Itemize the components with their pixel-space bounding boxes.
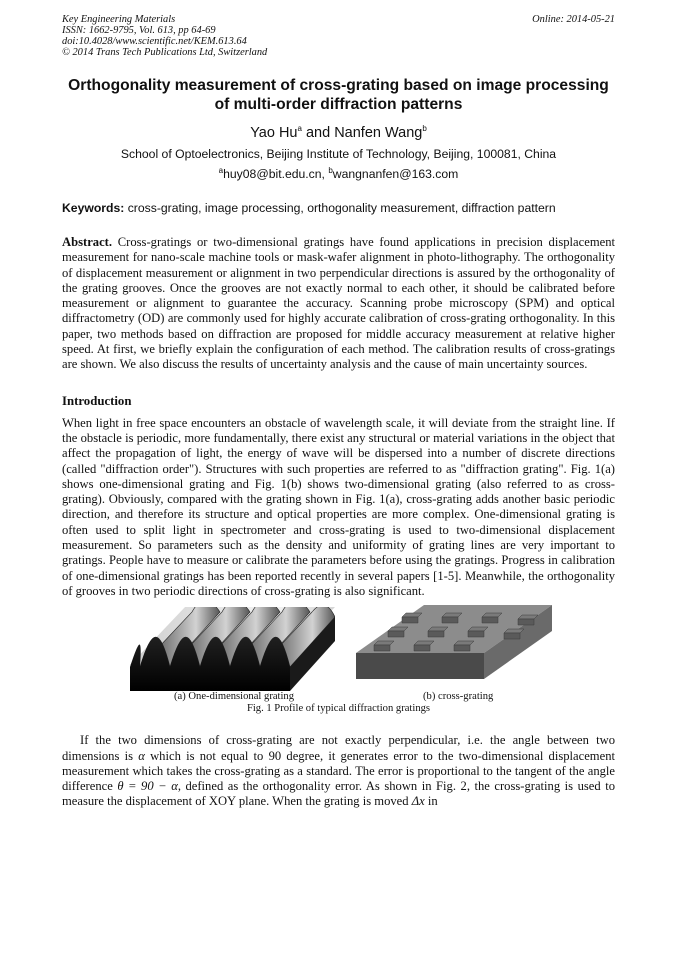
abstract-label: Abstract. (62, 235, 113, 249)
abstract-text: Cross-gratings or two-dimensional gratings have found applications in precision displacement measurement for nano-scale machine tools or mask-wafer alignment in photo-lithography. The orthogonality of displacement measurement or alignment in two perpendicular directions is assured by the orthogonality of the grating grooves. Once the grooves are not exactly normal to each other, it should be calibrated before measurement or alignment to guarantee the accuracy. Scanning probe microscopy (SPM) and optical diffractometry (OD) are commonly used for highly accurate calibration of cross-grating orthogonality. In this paper, two methods based on diffraction are proposed for middle accuracy measurement at relative higher speed. At first, we briefly explain the configuration of each method. The calibration results of cross-gratings are shown. We also discuss the results of uncertainty analysis and the cause of main uncertainty sources. (62, 235, 615, 372)
keywords-label: Keywords: (62, 201, 125, 215)
email-2-sup: b (328, 165, 333, 175)
introduction-paragraph-2 (62, 733, 615, 809)
figure-1-caption: Fig. 1 Profile of typical diffraction gratings (246, 703, 431, 715)
keywords (62, 201, 615, 215)
paper-page (62, 14, 615, 810)
introduction-heading: Introduction (62, 393, 132, 408)
online-date: Online: 2014-05-21 (532, 14, 615, 25)
email-1[interactable]: huy08@bit.edu.cn, (223, 167, 329, 181)
author-2: Nanfen Wang (334, 125, 423, 141)
orthogonality-formula: θ = 90 − α (117, 779, 178, 794)
author-line (62, 125, 615, 141)
para2-part-c: , defined as the orthogonality error. As shown in Fig. 2, the cross-grating is used to measure the displacement of XOY plane. When the grating is moved (62, 779, 615, 809)
journal-name: Key Engineering Materials (62, 14, 176, 25)
author-1-sup: a (297, 124, 302, 134)
para2-part-b: which is not equal to 90 degree, it generates error to the two-dimensional displacement measurement which takes the cross-grating as a standard. The error is proportional to the tangent of the angle difference (62, 748, 615, 794)
figure-1b-caption: (b) cross-grating (423, 691, 494, 703)
copyright-line: © 2014 Trans Tech Publications Ltd, Switzerland (62, 47, 268, 58)
one-dimensional-grating-image (130, 607, 335, 691)
author-connector: and (301, 125, 335, 141)
email-2[interactable]: wangnanfen@163.com (332, 167, 459, 181)
author-2-sup: b (422, 124, 427, 134)
para2-part-a: If the two dimensions of cross-grating are not exactly perpendicular, i.e. the angle between two dimensions is (62, 733, 615, 763)
author-1: Yao Hu (250, 125, 298, 141)
journal-header (62, 14, 615, 58)
email-1-sup: a (218, 165, 224, 175)
email-line (62, 167, 615, 181)
para2-part-d: in (424, 794, 438, 809)
figure-1a-caption: (a) One-dimensional grating (174, 691, 295, 703)
affiliation: School of Optoelectronics, Beijing Institute of Technology, Beijing, 100081, China (120, 147, 557, 161)
issn-line: ISSN: 1662-9795, Vol. 613, pp 64-69 (62, 25, 216, 36)
keywords-text: cross-grating, image processing, orthogonality measurement, diffraction pattern (124, 201, 556, 215)
delta-x-symbol: Δx (411, 794, 425, 809)
introduction-paragraph-1: When light in free space encounters an obstacle of wavelength scale, it will deviate from the straight line. If the obstacle is periodic, more fundamentally, there exist any structural or material variations in the object that affect the propagation of light, the energy of wave will be dispersed into a number of discrete directions (called "diffraction order"). Structures with such properties are referred to as "diffraction grating". Fig. 1(a) shows one-dimensional grating and Fig. 1(b) shows two-dimensional grating (also referred to as cross-grating). Obviously, compared with the grating shown in Fig. 1(a), cross-grating adds another basic periodic direction, and therefore its structure and optical properties are more complex. One-dimensional grating is often used to split light in spectrometer and cross-grating is used to two-dimensional displacement measurement. So parameters such as the density and uniformity of grating lines are very important to gratings. People have to measure or calibrate the parameters before using the gratings. Progress in calibration of one-dimensional gratings has been reported recently in several papers [1-5]. Meanwhile, the orthogonality of grooves in two periodic directions of cross-grating is also significant. (62, 415, 615, 598)
doi-line: doi:10.4028/www.scientific.net/KEM.613.64 (62, 36, 247, 47)
cross-grating-image (354, 603, 554, 691)
alpha-symbol: α (138, 748, 145, 763)
paper-title: Orthogonality measurement of cross-grating based on image processing of multi-order diffraction patterns (68, 77, 609, 113)
abstract (62, 235, 615, 373)
figure-1 (62, 603, 615, 725)
